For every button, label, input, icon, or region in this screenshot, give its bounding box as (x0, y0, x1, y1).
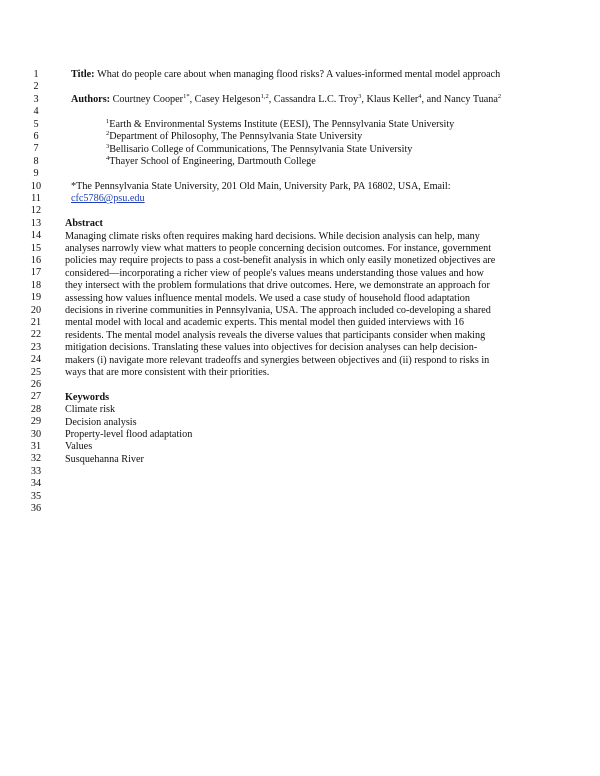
line-number: 31 (30, 441, 42, 452)
line-number: 18 (30, 279, 42, 291)
line-number: 32 (30, 453, 42, 465)
email-link[interactable]: cfc5786@psu.edu (71, 193, 145, 205)
affiliation-line: $^1$Earth & Environmental Systems Institute (EESI), The Pennsylvania State University (106, 118, 455, 130)
line-number: 30 (30, 428, 42, 440)
line-number: 12 (30, 205, 42, 217)
author: Courtney Cooper$^{1*}$, (112, 93, 195, 105)
line-number: 2 (33, 81, 39, 93)
line-number: 4 (33, 106, 39, 118)
abstract-heading: Abstract (65, 218, 103, 230)
line-number: 27 (30, 391, 42, 403)
line-number: 14 (30, 230, 42, 242)
author-list (113, 94, 502, 105)
keywords-heading: Keywords (65, 391, 110, 403)
title-label: Title: (71, 69, 98, 80)
title-line (0, 69, 600, 81)
keyword-item: Values (65, 441, 93, 453)
line-number: 17 (30, 267, 42, 279)
line-number: 23 (30, 341, 42, 353)
keyword-item: Property-level flood adaptation (65, 429, 193, 440)
abstract-line: residents. The mental model analysis reveals the diverse values that participants consider when making (65, 329, 486, 341)
line-number: 7 (33, 143, 39, 155)
line-number: 6 (33, 131, 39, 142)
abstract-line: considered—incorporating a richer view of people's values means understanding those values and how (65, 267, 484, 279)
author: Casey Helgeson$^{1,2}$, (194, 93, 274, 105)
line-number: 16 (30, 255, 42, 266)
line-number: 11 (31, 193, 41, 204)
author: Cassandra L.C. Troy$^3$, (273, 93, 367, 105)
abstract-line: Managing climate risks often requires making hard decisions. While decision analysis can help, many (65, 230, 480, 242)
line-number: 8 (33, 155, 39, 167)
abstract-line: mitigation decisions. Translating these values into objectives for decision analyses can help decision- (65, 342, 478, 354)
line-number: 22 (30, 329, 42, 341)
abstract-line: mental model with local and academic experts. This mental model then guided interviews with 16 (65, 317, 464, 329)
line-number: 1 (33, 69, 39, 80)
line-number: 28 (30, 403, 42, 415)
correspondence-line: *The Pennsylvania State University, 201 Old Main, University Park, PA 16802, USA, Email: (71, 181, 451, 192)
authors-label: Authors: (71, 94, 113, 105)
author: Klaus Keller$^4$, and (366, 93, 444, 105)
line-number: 10 (30, 180, 42, 192)
abstract-line: ways that are more consistent with their priorities. (65, 367, 270, 378)
line-number: 5 (33, 118, 39, 130)
keyword-item: Climate risk (65, 404, 116, 416)
line-number: 36 (30, 503, 42, 514)
line-number: 15 (30, 242, 42, 254)
line-number: 26 (30, 379, 42, 390)
line-number: 3 (33, 93, 39, 105)
author: Nancy Tuana$^2$ (443, 93, 502, 105)
line-number: 13 (30, 217, 42, 229)
keyword-item: Susquehanna River (65, 453, 144, 465)
line-number: 24 (30, 354, 42, 366)
line-number: 34 (30, 478, 42, 490)
keyword-item: Decision analysis (65, 416, 137, 428)
paper-title: What do people care about when managing flood risks? A values-informed mental model approach (97, 69, 501, 80)
abstract-line: decisions in riverine communities in Pennsylvania, USA. The approach included co-developing a shared (65, 305, 491, 316)
abstract-heading-line (0, 218, 600, 230)
abstract-line: they intersect with the problem formulations that drive outcomes. Here, we demonstrate an approach for (65, 280, 490, 292)
email-line (0, 193, 600, 205)
line-number: 19 (30, 292, 42, 304)
keywords-heading-line (0, 392, 600, 404)
line-number: 21 (30, 317, 42, 328)
line-number: 20 (30, 304, 42, 316)
line-number: 29 (30, 416, 42, 428)
affiliation-line: $^4$Thayer School of Engineering, Dartmouth College (106, 155, 316, 168)
affiliation-line: $^2$Department of Philosophy, The Pennsylvania State University (106, 130, 363, 143)
authors-line (0, 94, 600, 106)
abstract-line: makers (i) navigate more relevant tradeoffs and synergies between objectives and (ii) respond to risks in (65, 354, 490, 366)
line-number: 33 (30, 465, 42, 477)
line-number: 35 (30, 490, 42, 502)
line-number: 9 (33, 168, 39, 180)
abstract-line: policies may require projects to pass a cost-benefit analysis in which only easily monetized objectives are (65, 255, 496, 267)
abstract-line: analyses narrowly view what matters to people concerning decision outcomes. For instance, government (65, 243, 492, 254)
abstract-line: assessing how values influence mental models. We used a case study of household flood adaptation (65, 292, 470, 304)
affiliation-line: $^3$Bellisario College of Communications, The Pennsylvania State University (106, 142, 413, 155)
line-number: 25 (30, 366, 42, 378)
